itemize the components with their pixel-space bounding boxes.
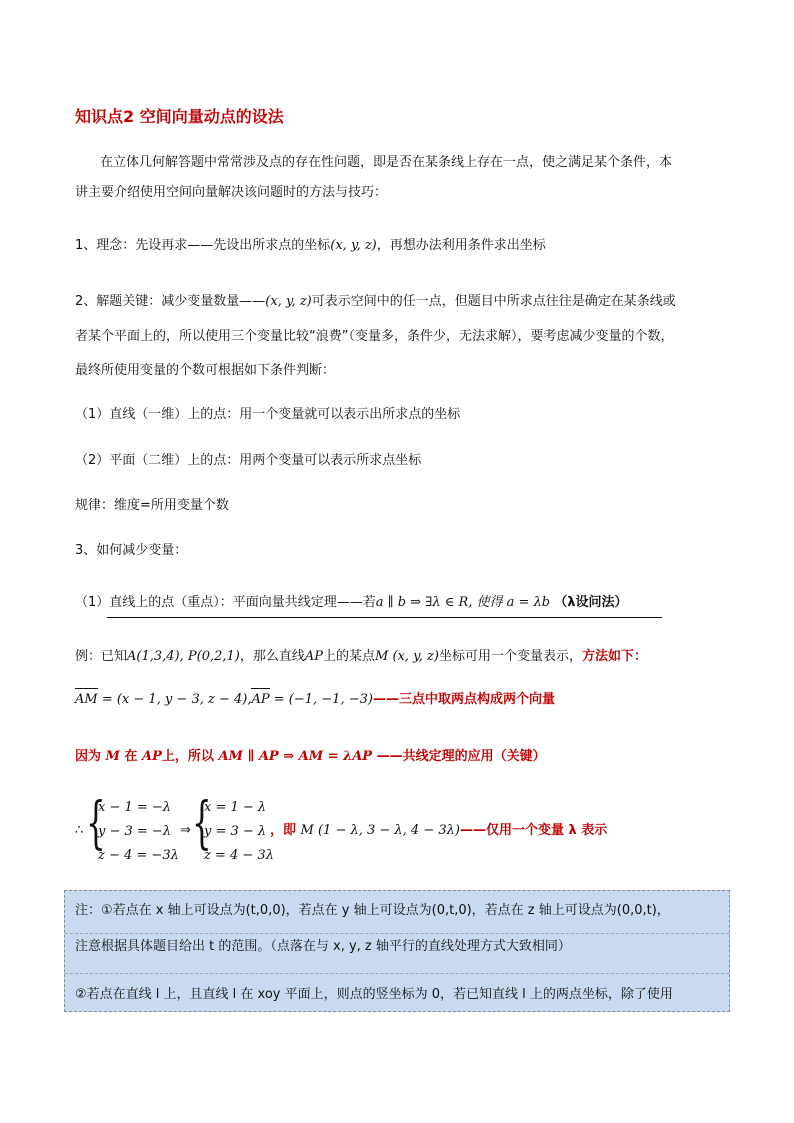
example-line-ap: AP [304,649,324,664]
collinear-equation: a = λb [506,595,551,610]
right-eq-1: x = 1 − λ [204,800,267,815]
example-suffix: 坐标可用一个变量表示， [438,649,582,664]
example-points: A(1,3,4), P(0,2,1) [127,649,240,664]
system-result [270,822,607,840]
note-line-3: ②若点在直线 l 上，且直线 l 在 xoy 平面上，则点的竖坐标为 0，若已知直线 l 上的两点坐标，除了使用 [75,987,673,1002]
example-mid: ，那么直线 [239,649,305,664]
principle-1 [75,237,546,255]
left-eq-3: z − 4 = −3λ [98,848,179,863]
right-system [204,796,274,868]
section-title: 知识点2 空间向量动点的设法 [75,107,284,126]
right-eq-2: y = 3 − λ [204,824,267,839]
because-on: 在 [124,749,138,764]
principle-2-suffix: 可表示空间中的任一点，但题目中所求点往往是确定在某条线或 [311,294,676,309]
note-line-2: 注意根据具体题目给出 t 的范围。（点落在与 x, y, z 轴平行的直线处理方式大致相同） [75,939,571,954]
example-mid-2: 上的某点 [323,649,376,664]
left-brace: { [86,791,106,856]
because-line [75,748,546,766]
right-eq-3: z = 4 − 3λ [204,848,274,863]
principle-2-line-2: 者某个平面上的，所以使用三个变量比较“浪费”（变量多，条件少，无法求解），要考虑减少变量的个数， [75,329,674,344]
item-plane-point: （2）平面（二维）上的点：用两个变量可以表示所求点坐标 [75,453,422,468]
system-result-point: M (1 − λ, 3 − λ, 4 − 3λ) [300,823,460,838]
item-line-point: （1）直线（一维）上的点：用一个变量就可以表示出所求点的坐标 [75,407,461,422]
principle-2-prefix: 2、解题关键：减少变量数量—— [75,294,266,309]
left-eq-1: x − 1 = −λ [98,800,172,815]
left-eq-2: y − 3 = −λ [98,824,172,839]
vector-ap-label: AP [251,692,270,707]
vector-line [75,691,555,709]
implies-arrow: ⇒ [180,823,191,838]
principle-2-coord: (x, y, z) [265,294,312,309]
principle-1-prefix: 1、理念：先设再求——先设出所求点的坐标 [75,238,331,253]
vector-ap-value: = (−1, −1, −3) [269,692,373,707]
example-line [75,648,647,666]
example-method: 方法如下： [581,649,647,664]
principle-1-suffix: ，再想办法利用条件求出坐标 [376,238,546,253]
note-separator-2 [65,973,729,974]
lambda-method-label: （λ设问法） [554,595,628,610]
note-separator-1 [65,933,729,934]
collinear-theorem-line [75,594,628,612]
intro-line-1: 在立体几何解答题中常常涉及点的存在性问题，即是否在某条线上存在一点，使之满足某个条件，本 [100,155,673,170]
vector-note: ——三点中取两点构成两个向量 [372,692,555,707]
vector-am-value: = (x − 1, y − 3, z − 4), [97,692,252,707]
because-ap: AP [142,749,162,764]
example-prefix: 例：已知 [75,649,128,664]
section-3-heading: 3、如何减少变量： [75,543,188,558]
left-system [98,796,179,868]
because-text: 因为 [75,749,102,764]
system-result-suffix: ——仅用一个变量 λ 表示 [459,823,608,838]
because-so: 上，所以 [161,749,214,764]
note-line-1: 注：①若点在 x 轴上可设点为(t,0,0)，若点在 y 轴上可设点为(0,t,0)，若点在 z 轴上可设点为(0,0,t)， [75,903,670,918]
therefore-symbol: ∴ [75,823,84,838]
because-parallel: AM ∥ AP ⇒ AM = λAP [218,749,373,764]
intro-line-2: 讲主要介绍使用空间向量解决该问题时的方法与技巧： [75,185,388,200]
principle-2-line-3: 最终所使用变量的个数可根据如下条件判断： [75,363,336,378]
collinear-theorem-text: （1）直线上的点（重点）：平面向量共线定理——若 [75,595,376,610]
right-brace: { [192,791,212,856]
vector-am-label: AM [75,692,98,707]
theorem-underline [107,617,662,618]
system-result-prefix: ，即 [270,823,297,838]
because-m: M [105,749,120,764]
principle-2-line-1 [75,293,676,311]
principle-1-coord: (x, y, z) [330,238,377,253]
rule-text: 规律：维度=所用变量个数 [75,498,229,513]
because-note: ——共线定理的应用（关键） [376,749,546,764]
example-point-m: M (x, y, z) [375,649,439,664]
collinear-condition: a ∥ b ⇒ ∃λ ∈ R, 使得 [375,595,503,610]
